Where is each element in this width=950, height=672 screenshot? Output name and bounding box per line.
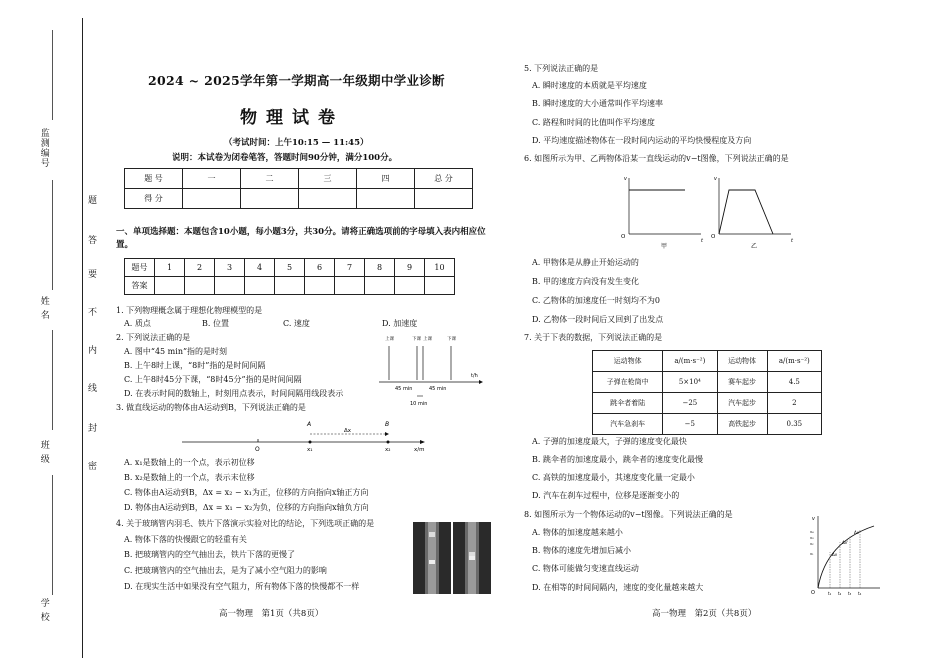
q8-tick: t₄ (858, 591, 862, 596)
q2-axis-label: t/h (471, 373, 478, 379)
score-table-row (125, 169, 473, 189)
q2-gap: 10 min (410, 401, 428, 407)
name-underline (52, 330, 53, 430)
score-cell: 一 (183, 169, 241, 189)
answer-input-cell[interactable] (365, 277, 395, 295)
q7-cell: 高铁起步 (717, 414, 767, 435)
answer-input-cell[interactable] (155, 277, 185, 295)
q7-table-row (593, 372, 822, 393)
q3-axis-label: x/m (414, 447, 425, 453)
score-table (124, 168, 473, 209)
option-c[interactable]: C. 高铁的加速度最小，其速度变化量一定最小 (532, 473, 695, 482)
answer-header-cell: 1 (155, 259, 185, 277)
q2-label: 上课 (385, 337, 394, 342)
q2-axis-arrow (479, 380, 483, 384)
q3-origin: O (255, 446, 260, 453)
q2-span1: 45 min (395, 386, 413, 392)
iron-piece-icon (469, 556, 475, 560)
q7-cell: 赛车起步 (717, 372, 767, 393)
option-c[interactable]: C. 物体可能做匀变速直线运动 (532, 564, 639, 573)
footer-right: 高一物理 第2页（共8页） (652, 609, 757, 619)
answer-input-cell[interactable] (245, 277, 275, 295)
q8-dv: Δv (832, 552, 838, 557)
q6-vt-graphs (615, 172, 815, 250)
exam-title: 2024 ~ 2025学年第一学期高一年级期中学业诊断 (148, 73, 445, 88)
answer-table-row (125, 277, 455, 295)
seal-char: 封 (88, 424, 98, 434)
option-d[interactable]: D. 平均速度描述物体在一段时间内运动的平均快慢程度及方向 (532, 136, 752, 145)
answer-input-cell[interactable] (275, 277, 305, 295)
q8-vtick: v₃ (810, 536, 814, 540)
q8-vtick: v₁ (810, 552, 814, 556)
exam-time: （考试时间：上午10:15 — 11:45） (224, 138, 369, 148)
option-c[interactable]: C. 乙物体的加速度任一时刻均不为0 (532, 296, 661, 305)
option-b[interactable]: B. 物体的速度先增加后减小 (532, 546, 631, 555)
option-a[interactable]: A. 物体的加速度越来越小 (532, 528, 623, 537)
question-stem: 5. 下列说法正确的是 (524, 64, 599, 73)
option-d[interactable]: D. 在表示时间的数轴上，时刻用点表示，时间间隔用线段表示 (124, 389, 344, 398)
binding-line (82, 18, 83, 658)
q8-vtick: v₄ (810, 530, 814, 534)
graph-b-label: 乙 (751, 243, 758, 250)
q3-label-b: B (385, 421, 390, 428)
option-d[interactable]: D. 汽车在刹车过程中，位移是逐渐变小的 (532, 491, 680, 500)
answer-header-cell: 5 (275, 259, 305, 277)
q3-delta: Δx (344, 428, 352, 434)
answer-row-label: 答案 (125, 277, 155, 295)
score-input-cell[interactable] (241, 189, 299, 209)
q7-header-cell: 运动物体 (593, 351, 663, 372)
option-c[interactable]: C. 路程和时间的比值叫作平均速度 (532, 118, 655, 127)
answer-header-cell: 9 (395, 259, 425, 277)
q7-header-cell: a/(m·s⁻²) (767, 351, 821, 372)
q7-cell: 汽车急刹车 (593, 414, 663, 435)
question-stem: 1. 下列物理概念属于理想化物理模型的是 (116, 306, 263, 315)
school-label: 学 校 (38, 598, 49, 622)
question-stem: 3. 做直线运动的物体由A运动到B，下列说法正确的是 (116, 403, 306, 412)
option-b[interactable]: B. 把玻璃管内的空气抽出去，铁片下落的更慢了 (124, 550, 295, 559)
name-label: 姓 名 (38, 296, 49, 320)
q7-cell: 2 (767, 393, 821, 414)
graph-a-o: O (621, 234, 626, 240)
seal-char: 题 (88, 196, 98, 206)
answer-input-cell[interactable] (425, 277, 455, 295)
q7-data-table (592, 350, 822, 435)
q8-v: v (812, 516, 815, 522)
question-stem: 4. 关于玻璃管内羽毛、铁片下落演示实验对比的结论，下列选项正确的是 (116, 519, 375, 528)
option-b[interactable]: B. 跳伞者的加速度最小，跳伞者的速度变化最慢 (532, 455, 703, 464)
score-input-cell[interactable] (299, 189, 357, 209)
q2-label: 下课 (447, 337, 456, 342)
score-table-row (125, 189, 473, 209)
answer-header-cell: 题号 (125, 259, 155, 277)
answer-input-cell[interactable] (215, 277, 245, 295)
exam-subject: 物理试卷 (240, 108, 344, 128)
answer-input-cell[interactable] (185, 277, 215, 295)
exam-id-label: 监测编号 (38, 128, 49, 168)
exam-note: 说明：本试卷为闭卷笔答，答题时间90分钟，满分100分。 (172, 153, 398, 163)
option-b[interactable]: B. x₂是数轴上的一个点，表示末位移 (124, 473, 255, 482)
question-stem: 8. 如图所示为一个物体运动的v−t图像。下列说法正确的是 (524, 510, 733, 519)
q3-delta-arrow (385, 432, 389, 436)
score-input-cell[interactable] (183, 189, 241, 209)
option-b[interactable]: B. 甲的速度方向没有发生变化 (532, 277, 639, 286)
option-d[interactable]: D. 在现实生活中如果没有空气阻力，所有物体下落的快慢都不一样 (124, 582, 360, 591)
footer-left: 高一物理 第1页（共8页） (219, 609, 324, 619)
option-a[interactable]: A. 图中“45 min”指的是时刻 (124, 347, 228, 356)
option-b[interactable]: B. 上午8时上课，“8时”指的是时间间隔 (124, 361, 266, 370)
option-a[interactable]: A. 瞬时速度的本质就是平均速度 (532, 81, 647, 90)
q7-cell: 4.5 (767, 372, 821, 393)
q8-o: O (811, 590, 815, 596)
q7-cell: 汽车起步 (717, 393, 767, 414)
q7-cell: −5 (663, 414, 717, 435)
section1-instruction: 一、单项选择题：本题包含10小题，每小题3分，共30分。请将正确选项前的字母填入表内相应位置。 (116, 227, 486, 250)
option-a[interactable]: A. 物体下落的快慢跟它的轻重有关 (124, 535, 247, 544)
answer-input-cell[interactable] (305, 277, 335, 295)
answer-header-cell: 6 (305, 259, 335, 277)
q3-point-b (387, 441, 390, 444)
option-a[interactable]: A. 子弹的加速度最大，子弹的速度变化最快 (532, 437, 687, 446)
feather-icon (429, 532, 435, 537)
option-b[interactable]: B. 瞬时速度的大小通常叫作平均速率 (532, 99, 663, 108)
answer-header-cell: 7 (335, 259, 365, 277)
option-d[interactable]: D. 加速度 (382, 319, 418, 328)
option-c[interactable]: C. 把玻璃管内的空气抽出去，是为了减小空气阻力的影响 (124, 566, 327, 575)
answer-header-cell: 10 (425, 259, 455, 277)
q8-tick: t₂ (838, 591, 842, 596)
option-d[interactable]: D. 在相等的时间间隔内，速度的变化量越来越大 (532, 583, 704, 592)
graph-a-v: v (624, 176, 627, 182)
q2-timeline-figure (375, 332, 485, 410)
option-a[interactable]: A. 甲物体是从静止开始运动的 (532, 258, 639, 267)
question-stem: 2. 下列说法正确的是 (116, 333, 191, 342)
q8-dv: Δv' (842, 540, 849, 545)
q3-x1: x₁ (307, 447, 313, 453)
answer-input-cell[interactable] (335, 277, 365, 295)
answer-header-cell: 3 (215, 259, 245, 277)
option-b[interactable]: B. 位置 (202, 319, 229, 328)
iron-piece-icon (429, 560, 435, 564)
answer-table (124, 258, 455, 295)
answer-input-cell[interactable] (395, 277, 425, 295)
option-a[interactable]: A. 质点 (124, 319, 151, 328)
question-stem: 6. 如图所示为甲、乙两物体沿某一直线运动的v−t图像，下列说法正确的是 (524, 154, 789, 163)
q3-label-a: A (307, 421, 312, 428)
q7-table-row (593, 393, 822, 414)
q8-vtick: v₂ (810, 542, 814, 546)
seal-char: 要 (88, 270, 98, 280)
q7-table-header (593, 351, 822, 372)
q7-cell: 子弹在枪筒中 (593, 372, 663, 393)
graph-b-t: t (791, 238, 793, 244)
score-cell: 得 分 (125, 189, 183, 209)
answer-header-cell: 2 (185, 259, 215, 277)
score-input-cell[interactable] (415, 189, 473, 209)
graph-b-line (719, 190, 773, 234)
seal-char: 不 (88, 308, 98, 318)
option-a[interactable]: A. x₁是数轴上的一个点，表示初位移 (124, 458, 255, 467)
graph-b-v: v (714, 176, 717, 182)
class-underline (52, 475, 53, 595)
q3-x2: x₂ (385, 447, 391, 453)
score-input-cell[interactable] (357, 189, 415, 209)
q8-tick: t₁ (828, 591, 832, 596)
q3-axis-figure (180, 416, 430, 454)
seal-char: 线 (88, 384, 98, 394)
name-underline-top (52, 180, 53, 290)
q7-table-row (593, 414, 822, 435)
q7-cell: 0.35 (767, 414, 821, 435)
q7-cell: 跳伞者着陆 (593, 393, 663, 414)
answer-header-cell: 4 (245, 259, 275, 277)
q7-header-cell: 运动物体 (717, 351, 767, 372)
seal-char: 密 (88, 462, 98, 472)
q3-point-a (309, 441, 312, 444)
score-cell: 总 分 (415, 169, 473, 189)
q7-cell: −25 (663, 393, 717, 414)
seal-char: 答 (88, 236, 98, 246)
q7-header-cell: a/(m·s⁻²) (663, 351, 717, 372)
q8-curve (818, 526, 874, 588)
q8-vt-graph (804, 512, 884, 596)
q2-span2: 45 min (429, 386, 447, 392)
graph-b-o: O (711, 234, 716, 240)
option-c[interactable]: C. 速度 (283, 319, 310, 328)
exam-id-underline (52, 30, 53, 120)
question-stem: 7. 关于下表的数据，下列说法正确的是 (524, 333, 663, 342)
q3-axis-arrow (420, 440, 425, 444)
q8-dv: Δv'' (854, 530, 862, 535)
score-cell: 二 (241, 169, 299, 189)
option-d[interactable]: D. 乙物体一段时间后又回到了出发点 (532, 315, 664, 324)
option-d[interactable]: D. 物体由A运动到B，Δx = x₁ − x₂为负，位移的方向指向x轴负方向 (124, 503, 369, 512)
option-c[interactable]: C. 上午8时45分下课，“8时45分”指的是时间间隔 (124, 375, 302, 384)
graph-a-label: 甲 (661, 243, 668, 250)
q2-label: 上课 (423, 337, 432, 342)
q2-label: 下课 (412, 337, 421, 342)
score-cell: 题 号 (125, 169, 183, 189)
answer-table-row (125, 259, 455, 277)
q8-tick: t₃ (848, 591, 852, 596)
score-cell: 三 (299, 169, 357, 189)
answer-header-cell: 8 (365, 259, 395, 277)
graph-a-t: t (701, 238, 703, 244)
score-cell: 四 (357, 169, 415, 189)
option-c[interactable]: C. 物体由A运动到B，Δx = x₂ − x₁为正，位移的方向指向x轴正方向 (124, 488, 369, 497)
class-label: 班 级 (38, 440, 49, 464)
seal-char: 内 (88, 346, 98, 356)
q7-cell: 5×10⁴ (663, 372, 717, 393)
q4-glass-tube-photo (413, 522, 491, 594)
